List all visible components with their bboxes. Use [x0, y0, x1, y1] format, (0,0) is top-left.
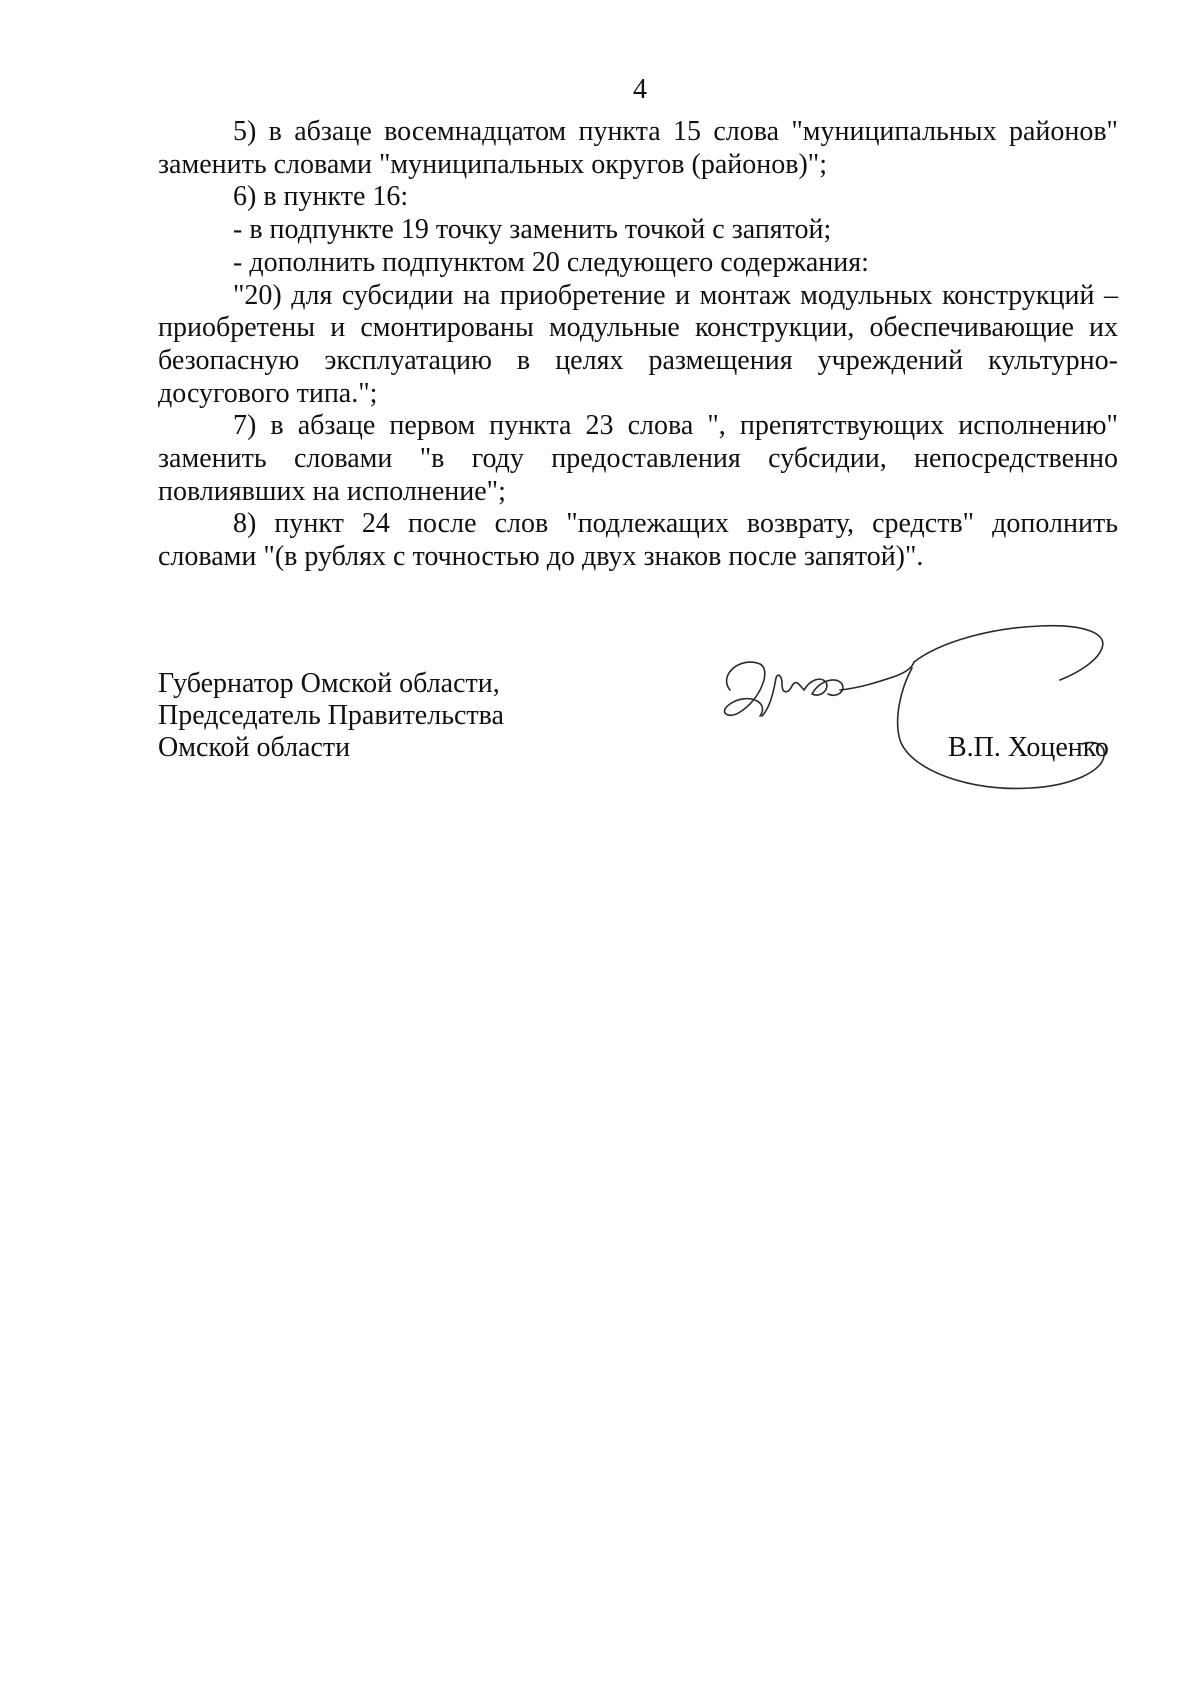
signatory-name: В.П. Хоценко — [948, 732, 1109, 763]
paragraph-subitem-19: - в подпункте 19 точку заменить точкой с запятой; — [233, 214, 832, 246]
signatory-position-line: Председатель Правительства — [158, 700, 504, 731]
signatory-position-line: Омской области — [158, 732, 351, 763]
paragraph-item-8: 8) пункт 24 после слов "подлежащих возврату, средств" дополнить словами "(в рублях с точностью до двух знаков после запятой)". — [158, 508, 1118, 573]
handwritten-signature — [700, 620, 1150, 820]
paragraph-item-6: 6) в пункте 16: — [233, 181, 409, 213]
paragraph-item-5: 5) в абзаце восемнадцатом пункта 15 слова "муниципальных районов" заменить словами "муниципальных округов (районов)"; — [158, 116, 1118, 180]
page-number: 4 — [633, 74, 647, 105]
document-body — [158, 116, 1118, 574]
signatory-position-line: Губернатор Омской области, — [158, 668, 500, 699]
paragraph-subitem-20-text: "20) для субсидии на приобретение и монтаж модульных конструкций – приобретены и смонтированы модульные конструкции, обеспечивающие их безопасную эксплуатацию в целях размещения учреждений культурно-досугового типа."; — [158, 279, 1118, 409]
signatory-position — [158, 668, 504, 764]
paragraph-subitem-add-20: - дополнить подпунктом 20 следующего содержания: — [233, 246, 869, 278]
paragraph-item-7: 7) в абзаце первом пункта 23 слова ", препятствующих исполнению" заменить словами "в году предоставления субсидии, непосредственно повлиявших на исполнение"; — [158, 410, 1118, 507]
